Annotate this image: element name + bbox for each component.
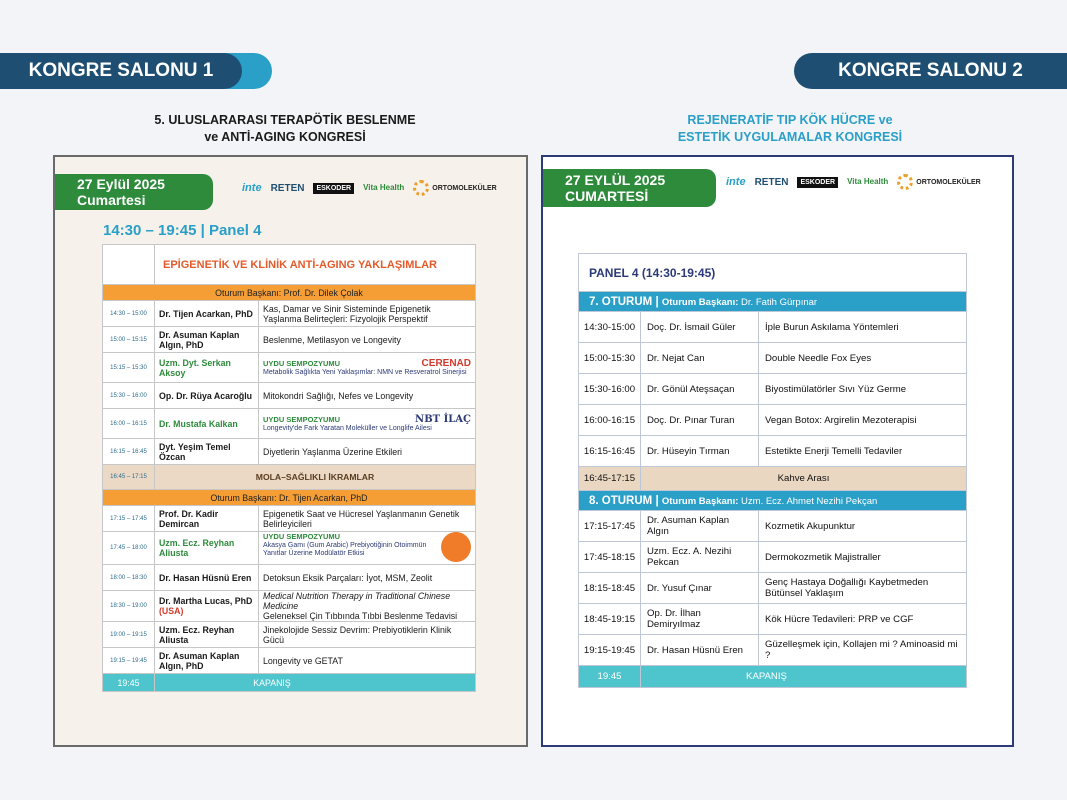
time-cell: 19:15 – 19:45 <box>103 648 155 674</box>
topic-cell: Kozmetik Akupunktur <box>759 511 967 542</box>
eskoder-logo: ESKODER <box>797 177 838 188</box>
chair-row: Oturum Başkanı: Prof. Dr. Dilek Çolak <box>103 285 476 301</box>
speaker-cell: Uzm. Ecz. Reyhan Aliusta <box>155 532 259 565</box>
topic-cell: Diyetlerin Yaşlanma Üzerine Etkileri <box>259 439 476 465</box>
speaker-cell: Dr. Hüseyin Tırman <box>641 436 759 467</box>
time-cell: 16:15-16:45 <box>579 436 641 467</box>
closing-cell: KAPANIŞ <box>155 674 476 692</box>
salon1-panel-title: 14:30 – 19:45 | Panel 4 <box>103 222 262 239</box>
chair-row: Oturum Başkanı: Dr. Tijen Acarkan, PhD <box>103 490 476 506</box>
eskoder-logo: ESKODER <box>313 183 354 194</box>
time-cell: 15:30-16:00 <box>579 374 641 405</box>
speaker-cell: Uzm. Ecz. Reyhan Aliusta <box>155 622 259 648</box>
speaker-cell: Dr. Asuman Kaplan Algın, PhD <box>155 327 259 353</box>
speaker-cell: Dr. Nejat Can <box>641 343 759 374</box>
topic-cell: Jinekolojide Sessiz Devrim: Prebiyotiklerin Klinik Gücü <box>259 622 476 648</box>
time-cell: 15:00-15:30 <box>579 343 641 374</box>
speaker-cell: Dr. Asuman Kaplan Algın, PhD <box>155 648 259 674</box>
nbt-logo: NBT İLAÇ <box>415 413 471 425</box>
time-cell: 19:00 – 19:15 <box>103 622 155 648</box>
topic-cell: Vegan Botox: Argirelin Mezoterapisi <box>759 405 967 436</box>
topic-cell: Biyostimülatörler Sıvı Yüz Germe <box>759 374 967 405</box>
ortomolekuler-logo: ORTOMOLEKÜLER <box>897 174 980 190</box>
topic-cell: Genç Hastaya Doğallığı Kaybetmeden Bütünsel Yaklaşım <box>759 573 967 604</box>
speaker-cell: Doç. Dr. İsmail Güler <box>641 312 759 343</box>
time-cell: 19:45 <box>103 674 155 692</box>
speaker-cell: Op. Dr. İlhan Demiryılmaz <box>641 604 759 635</box>
speaker-cell: Dr. Hasan Hüsnü Eren <box>155 565 259 591</box>
panel-title: PANEL 4 (14:30-19:45) <box>579 254 967 292</box>
cerenad-logo: CERENAD <box>421 357 471 369</box>
salon1-schedule-table <box>102 244 476 692</box>
time-cell: 16:45 – 17:15 <box>103 465 155 490</box>
topic-cell: Longevity ve GETAT <box>259 648 476 674</box>
time-cell: 14:30-15:00 <box>579 312 641 343</box>
salon2-title: REJENERATİF TIP KÖK HÜCRE ve ESTETİK UYGULAMALAR KONGRESİ <box>677 113 903 144</box>
time-cell: 16:45-17:15 <box>579 467 641 491</box>
time-cell: 15:15 – 15:30 <box>103 353 155 383</box>
topic-title: EPİGENETİK VE KLİNİK ANTİ-AGING YAKLAŞIMLAR <box>155 245 476 285</box>
speaker-cell: Uzm. Dyt. Serkan Aksoy <box>155 353 259 383</box>
topic-cell: Detoksun Eksik Parçaları: İyot, MSM, Zeolit <box>259 565 476 591</box>
reten-logo: RETEN <box>270 182 305 194</box>
break-cell: Kahve Arası <box>641 467 967 491</box>
time-cell: 17:45-18:15 <box>579 542 641 573</box>
vita-health-logo: Vita Health <box>363 183 405 192</box>
topic-cell: CERENAD UYDU SEMPOZYUMU Metabolik Sağlıkta Yeni Yaklaşımlar: NMN ve Resveratrol Sinerjisi <box>259 353 476 383</box>
salon2-header: KONGRE SALONU 2 <box>794 53 1067 89</box>
speaker-cell: Prof. Dr. Kadir Demircan <box>155 506 259 532</box>
time-cell: 16:00-16:15 <box>579 405 641 436</box>
speaker-cell: Dr. Yusuf Çınar <box>641 573 759 604</box>
speaker-cell: Op. Dr. Rüya Acaroğlu <box>155 383 259 409</box>
topic-cell: UYDU SEMPOZYUMU Akasya Gamı (Gum Arabic) Prebiyotiğinin Otoimmün Yanıtlar Üzerine Modülatör Etkisi <box>259 532 476 565</box>
inte-logo: inte <box>726 176 746 188</box>
time-cell: 18:15-18:45 <box>579 573 641 604</box>
speaker-cell: Dr. Tijen Acarkan, PhD <box>155 301 259 327</box>
topic-cell: Double Needle Fox Eyes <box>759 343 967 374</box>
topic-cell: Medical Nutrition Therapy in Traditional Chinese Medicine Geleneksel Çin Tıbbında Tıbbi Beslenme Tedavisi <box>259 591 476 622</box>
topic-cell: Kas, Damar ve Sinir Sisteminde Epigenetik Yaşlanma Belirteçleri: Fizyolojik Perspektif <box>259 301 476 327</box>
speaker-cell: Dr. Asuman Kaplan Algın <box>641 511 759 542</box>
gum-logo <box>441 532 471 562</box>
topic-cell: Dermokozmetik Majistraller <box>759 542 967 573</box>
speaker-cell: Dr. Martha Lucas, PhD (USA) <box>155 591 259 622</box>
break-cell: MOLA–SAĞLIKLI İKRAMLAR <box>155 465 476 490</box>
speaker-cell: Dr. Hasan Hüsnü Eren <box>641 635 759 666</box>
time-cell: 19:45 <box>579 666 641 688</box>
time-cell: 16:15 – 16:45 <box>103 439 155 465</box>
time-cell: 18:30 – 19:00 <box>103 591 155 622</box>
speaker-cell: Doç. Dr. Pınar Turan <box>641 405 759 436</box>
salon1-date-badge: 27 Eylül 2025 Cumartesi <box>55 174 213 210</box>
sponsor-logos <box>242 180 497 196</box>
topic-cell: Kök Hücre Tedavileri: PRP ve CGF <box>759 604 967 635</box>
time-cell: 17:15 – 17:45 <box>103 506 155 532</box>
topic-cell: İple Burun Askılama Yöntemleri <box>759 312 967 343</box>
topic-cell: Epigenetik Saat ve Hücresel Yaşlanmanın Genetik Belirleyicileri <box>259 506 476 532</box>
time-cell: 15:30 – 16:00 <box>103 383 155 409</box>
time-cell: 14:30 – 15:00 <box>103 301 155 327</box>
closing-cell: KAPANIŞ <box>641 666 967 688</box>
topic-cell: Estetikte Enerji Temelli Tedaviler <box>759 436 967 467</box>
salon2-schedule-table <box>578 253 967 688</box>
topic-cell: Güzelleşmek için, Kollajen mi ? Aminoasid mi ? <box>759 635 967 666</box>
salon1-header: KONGRE SALONU 1 <box>0 53 272 89</box>
time-cell: 18:45-19:15 <box>579 604 641 635</box>
inte-logo: inte <box>242 182 262 194</box>
speaker-cell: Dr. Mustafa Kalkan <box>155 409 259 439</box>
time-cell: 15:00 – 15:15 <box>103 327 155 353</box>
time-cell: 17:15-17:45 <box>579 511 641 542</box>
topic-cell: Mitokondri Sağlığı, Nefes ve Longevity <box>259 383 476 409</box>
session-header: 7. OTURUM | Oturum Başkanı: Dr. Fatih Gürpınar <box>579 292 967 312</box>
vita-health-logo: Vita Health <box>847 177 889 186</box>
blank-cell <box>103 245 155 285</box>
topic-cell: NBT İLAÇ UYDU SEMPOZYUMU Longevity'de Fark Yaratan Moleküller ve Longlife Ailesi <box>259 409 476 439</box>
reten-logo: RETEN <box>754 176 789 188</box>
time-cell: 19:15-19:45 <box>579 635 641 666</box>
time-cell: 16:00 – 16:15 <box>103 409 155 439</box>
topic-cell: Beslenme, Metilasyon ve Longevity <box>259 327 476 353</box>
ortomolekuler-logo: ORTOMOLEKÜLER <box>413 180 496 196</box>
salon1-title: 5. ULUSLARARASI TERAPÖTİK BESLENME ve ANTİ-AGING KONGRESİ <box>154 113 416 144</box>
speaker-cell: Dr. Gönül Ateşsaçan <box>641 374 759 405</box>
sponsor-logos-2 <box>726 174 981 190</box>
time-cell: 17:45 – 18:00 <box>103 532 155 565</box>
session-header: 8. OTURUM | Oturum Başkanı: Uzm. Ecz. Ahmet Nezihi Pekçan <box>579 491 967 511</box>
speaker-cell: Dyt. Yeşim Temel Özcan <box>155 439 259 465</box>
speaker-cell: Uzm. Ecz. A. Nezihi Pekcan <box>641 542 759 573</box>
salon2-date-badge: 27 EYLÜL 2025 CUMARTESİ <box>543 169 716 207</box>
time-cell: 18:00 – 18:30 <box>103 565 155 591</box>
